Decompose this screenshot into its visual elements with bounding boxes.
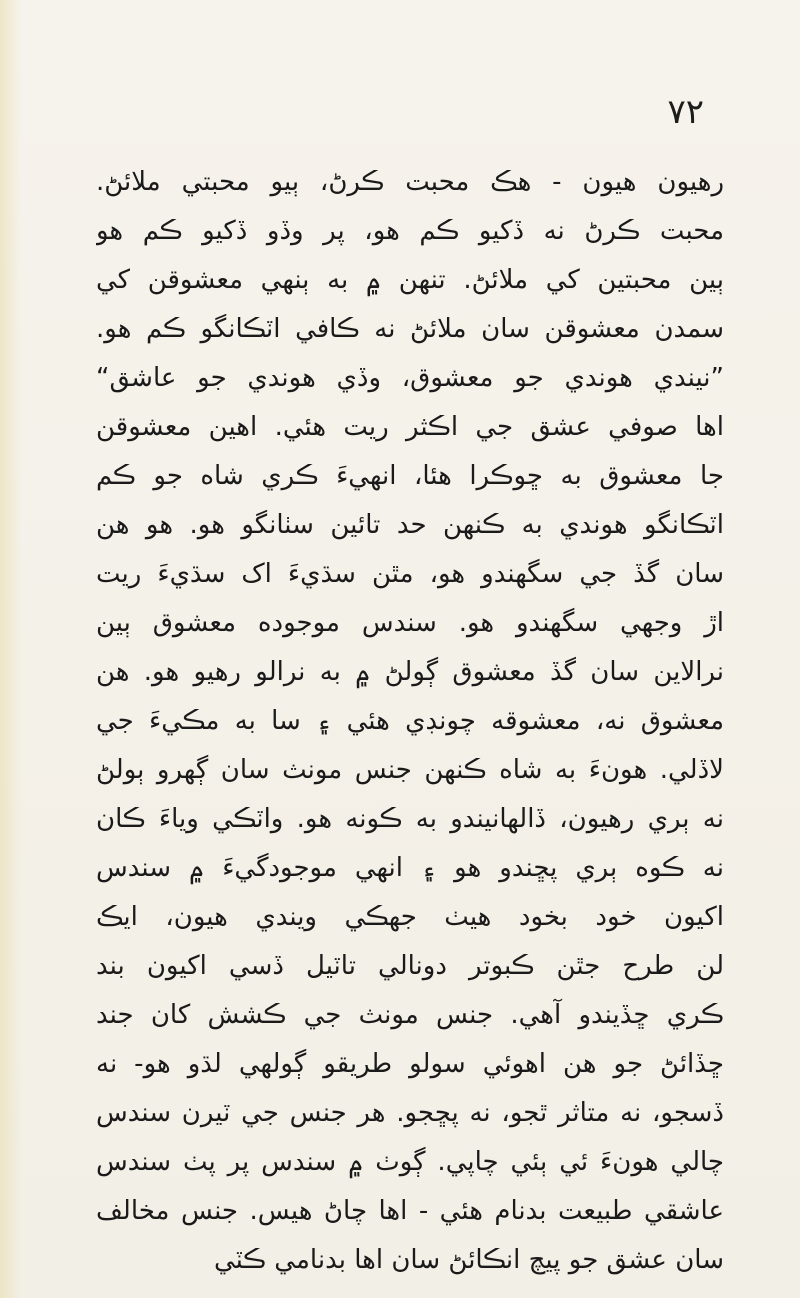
text-line: معشوق نه، معشوقه چونڊي هئي ۽ سا به مڪيءَ جي [96,706,724,736]
text-line: اڙ وجهي سگهندو هو. سندس موجوده معشوق ٻين [96,608,724,638]
text-line: عاشقي طبيعت بدنام هئي - اها چاڻ هيس. جنس مخالف [96,1196,724,1226]
text-line: ڪري ڇڏيندو آهي. جنس مونث جي ڪشش کان جند [96,1000,724,1030]
text-line: اها صوفي عشق جي اڪثر ريت هئي. اهين معشوقن [96,412,724,442]
text-line: جا معشوق به ڇوڪرا هئا، انهيءَ ڪري شاه جو ڪم [96,461,724,491]
text-line: سمدن معشوقن سان ملائڻ نه ڪافي اٽڪانگو ڪم هو. [96,314,724,344]
text-line: نه ٻري رهيون، ڏالهانيندو به ڪونه هو. واٽڪي وياءَ ڪان [96,804,724,834]
text-line: اکيون خود بخود هيٺ جهڪي ويندي هيون، ايڪ [96,902,724,932]
text-line: محبت ڪرڻ نه ڏکيو ڪم هو، پر وڏو ڏکيو ڪم هو [96,216,724,246]
text-line: ڏسجو، نه متاثر ٿجو، نه پڇجو. هر جنس جي ٽيرن سندس [96,1098,724,1128]
page-number: ٧٢ [667,92,704,132]
text-line: چالي هونءَ ئي ٻئي چاپي. ڳوٺ ۾ سندس پر پٺ سندس [96,1147,724,1177]
text-line: نه ڪوه ٻري پڇندو هو ۽ انهي موجودگيءَ ۾ سندس [96,853,724,883]
text-line: لن طرح جٿن ڪبوتر دونالي تاٽيل ڏسي اکيون بند [96,951,724,981]
text-line: اٽڪانگو هوندي به ڪنهن حد تائين سٺانگو هو. هو هن [96,510,724,540]
text-line: سان گڏ جي سگهندو هو، مٿن سڌيءَ اک سڌيءَ ريت [96,559,724,589]
text-line: ”نيندي هوندي جو معشوق، وڏي هوندي جو عاشق“ [96,363,724,393]
text-line: ٻين محبتين کي ملائڻ. تنهن ۾ به ٻنهي معشوقن کي [96,265,724,295]
text-line: ڇڏائڻ جو هن اهوئي سولو طريقو ڳولهي لڌو هو- نه [96,1049,724,1079]
body-text [96,158,724,1285]
text-line: نرالاين سان گڏ معشوق ڳولڻ ۾ به نرالو رهيو هو. هن [96,657,724,687]
text-line: لاڏلي. هونءَ به شاه ڪنهن جنس مونث سان ڳهرو ٻولڻ [96,755,724,785]
text-line: سان عشق جو پيچ انڪائڻ سان اها بدنامي ڪٽي [213,1245,724,1275]
text-line: رهيون هيون - هڪ محبت ڪرڻ، ٻيو محبتي ملائڻ. [96,167,724,197]
